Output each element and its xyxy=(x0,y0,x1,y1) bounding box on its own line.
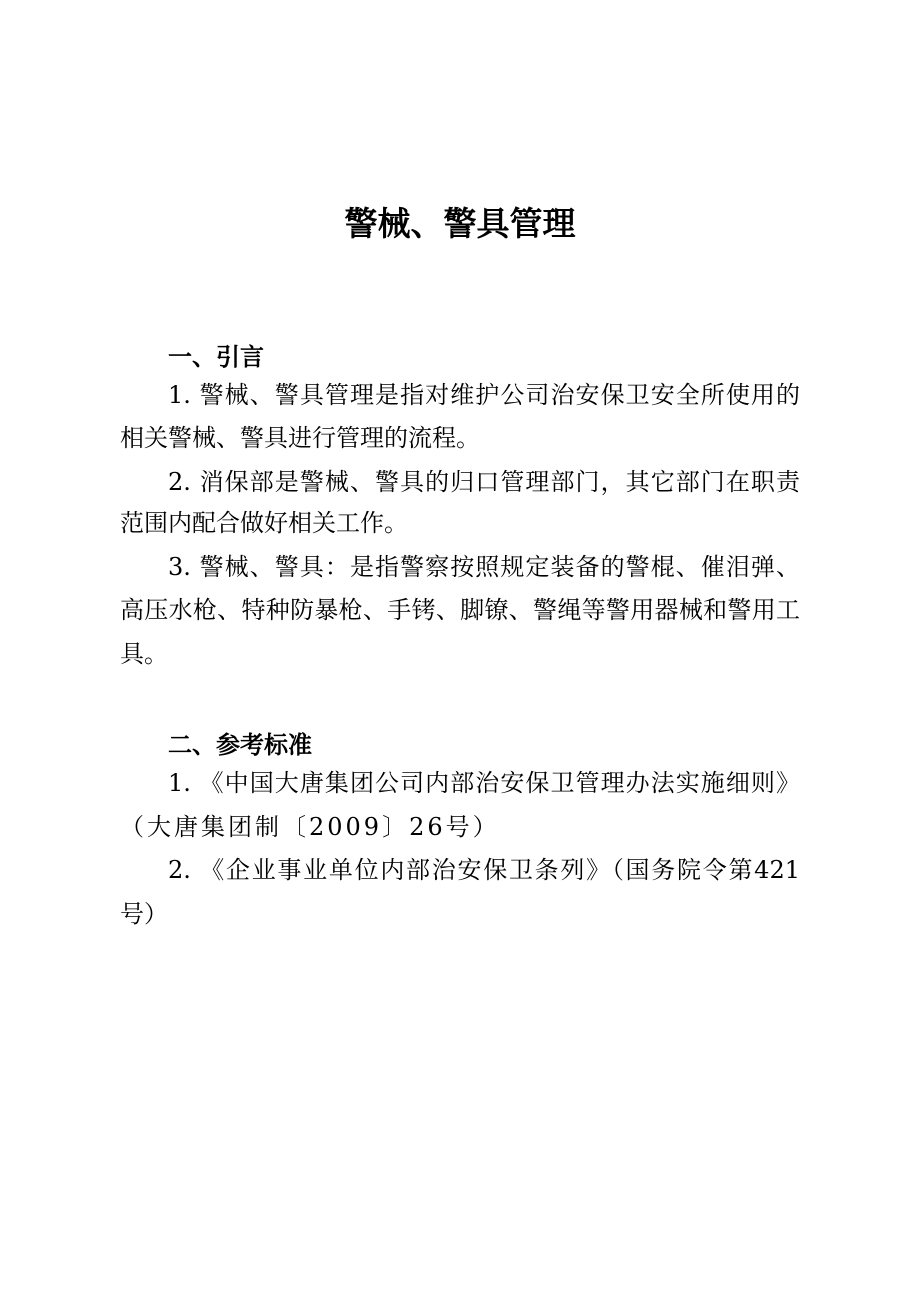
reference-line: 2. 《企业事业单位内部治安保卫条列》（国务院令第421 xyxy=(168,856,800,884)
paragraph-line: 范围内配合做好相关工作。 xyxy=(120,509,408,537)
reference-line: 1. 《中国大唐集团公司内部治安保卫管理办法实施细则》 xyxy=(168,769,800,797)
paragraph-line: 3. 警械、警具：是指警察按照规定装备的警棍、催泪弹、 xyxy=(168,553,800,581)
reference-line: （大唐集团制〔2009〕26号） xyxy=(120,813,500,841)
paragraph-line: 具。 xyxy=(120,640,168,668)
paragraph-line: 1. 警械、警具管理是指对维护公司治安保卫安全所使用的 xyxy=(168,381,800,409)
section-heading-introduction: 一、引言 xyxy=(168,343,264,371)
paragraph-line: 高压水枪、特种防暴枪、手铐、脚镣、警绳等警用器械和警用工 xyxy=(120,596,800,624)
document-title: 警械、警具管理 xyxy=(344,204,576,243)
reference-line: 号） xyxy=(120,900,168,928)
paragraph-line: 2. 消保部是警械、警具的归口管理部门，其它部门在职责 xyxy=(168,468,800,496)
section-heading-references: 二、参考标准 xyxy=(168,731,312,759)
paragraph-line: 相关警械、警具进行管理的流程。 xyxy=(120,424,480,452)
